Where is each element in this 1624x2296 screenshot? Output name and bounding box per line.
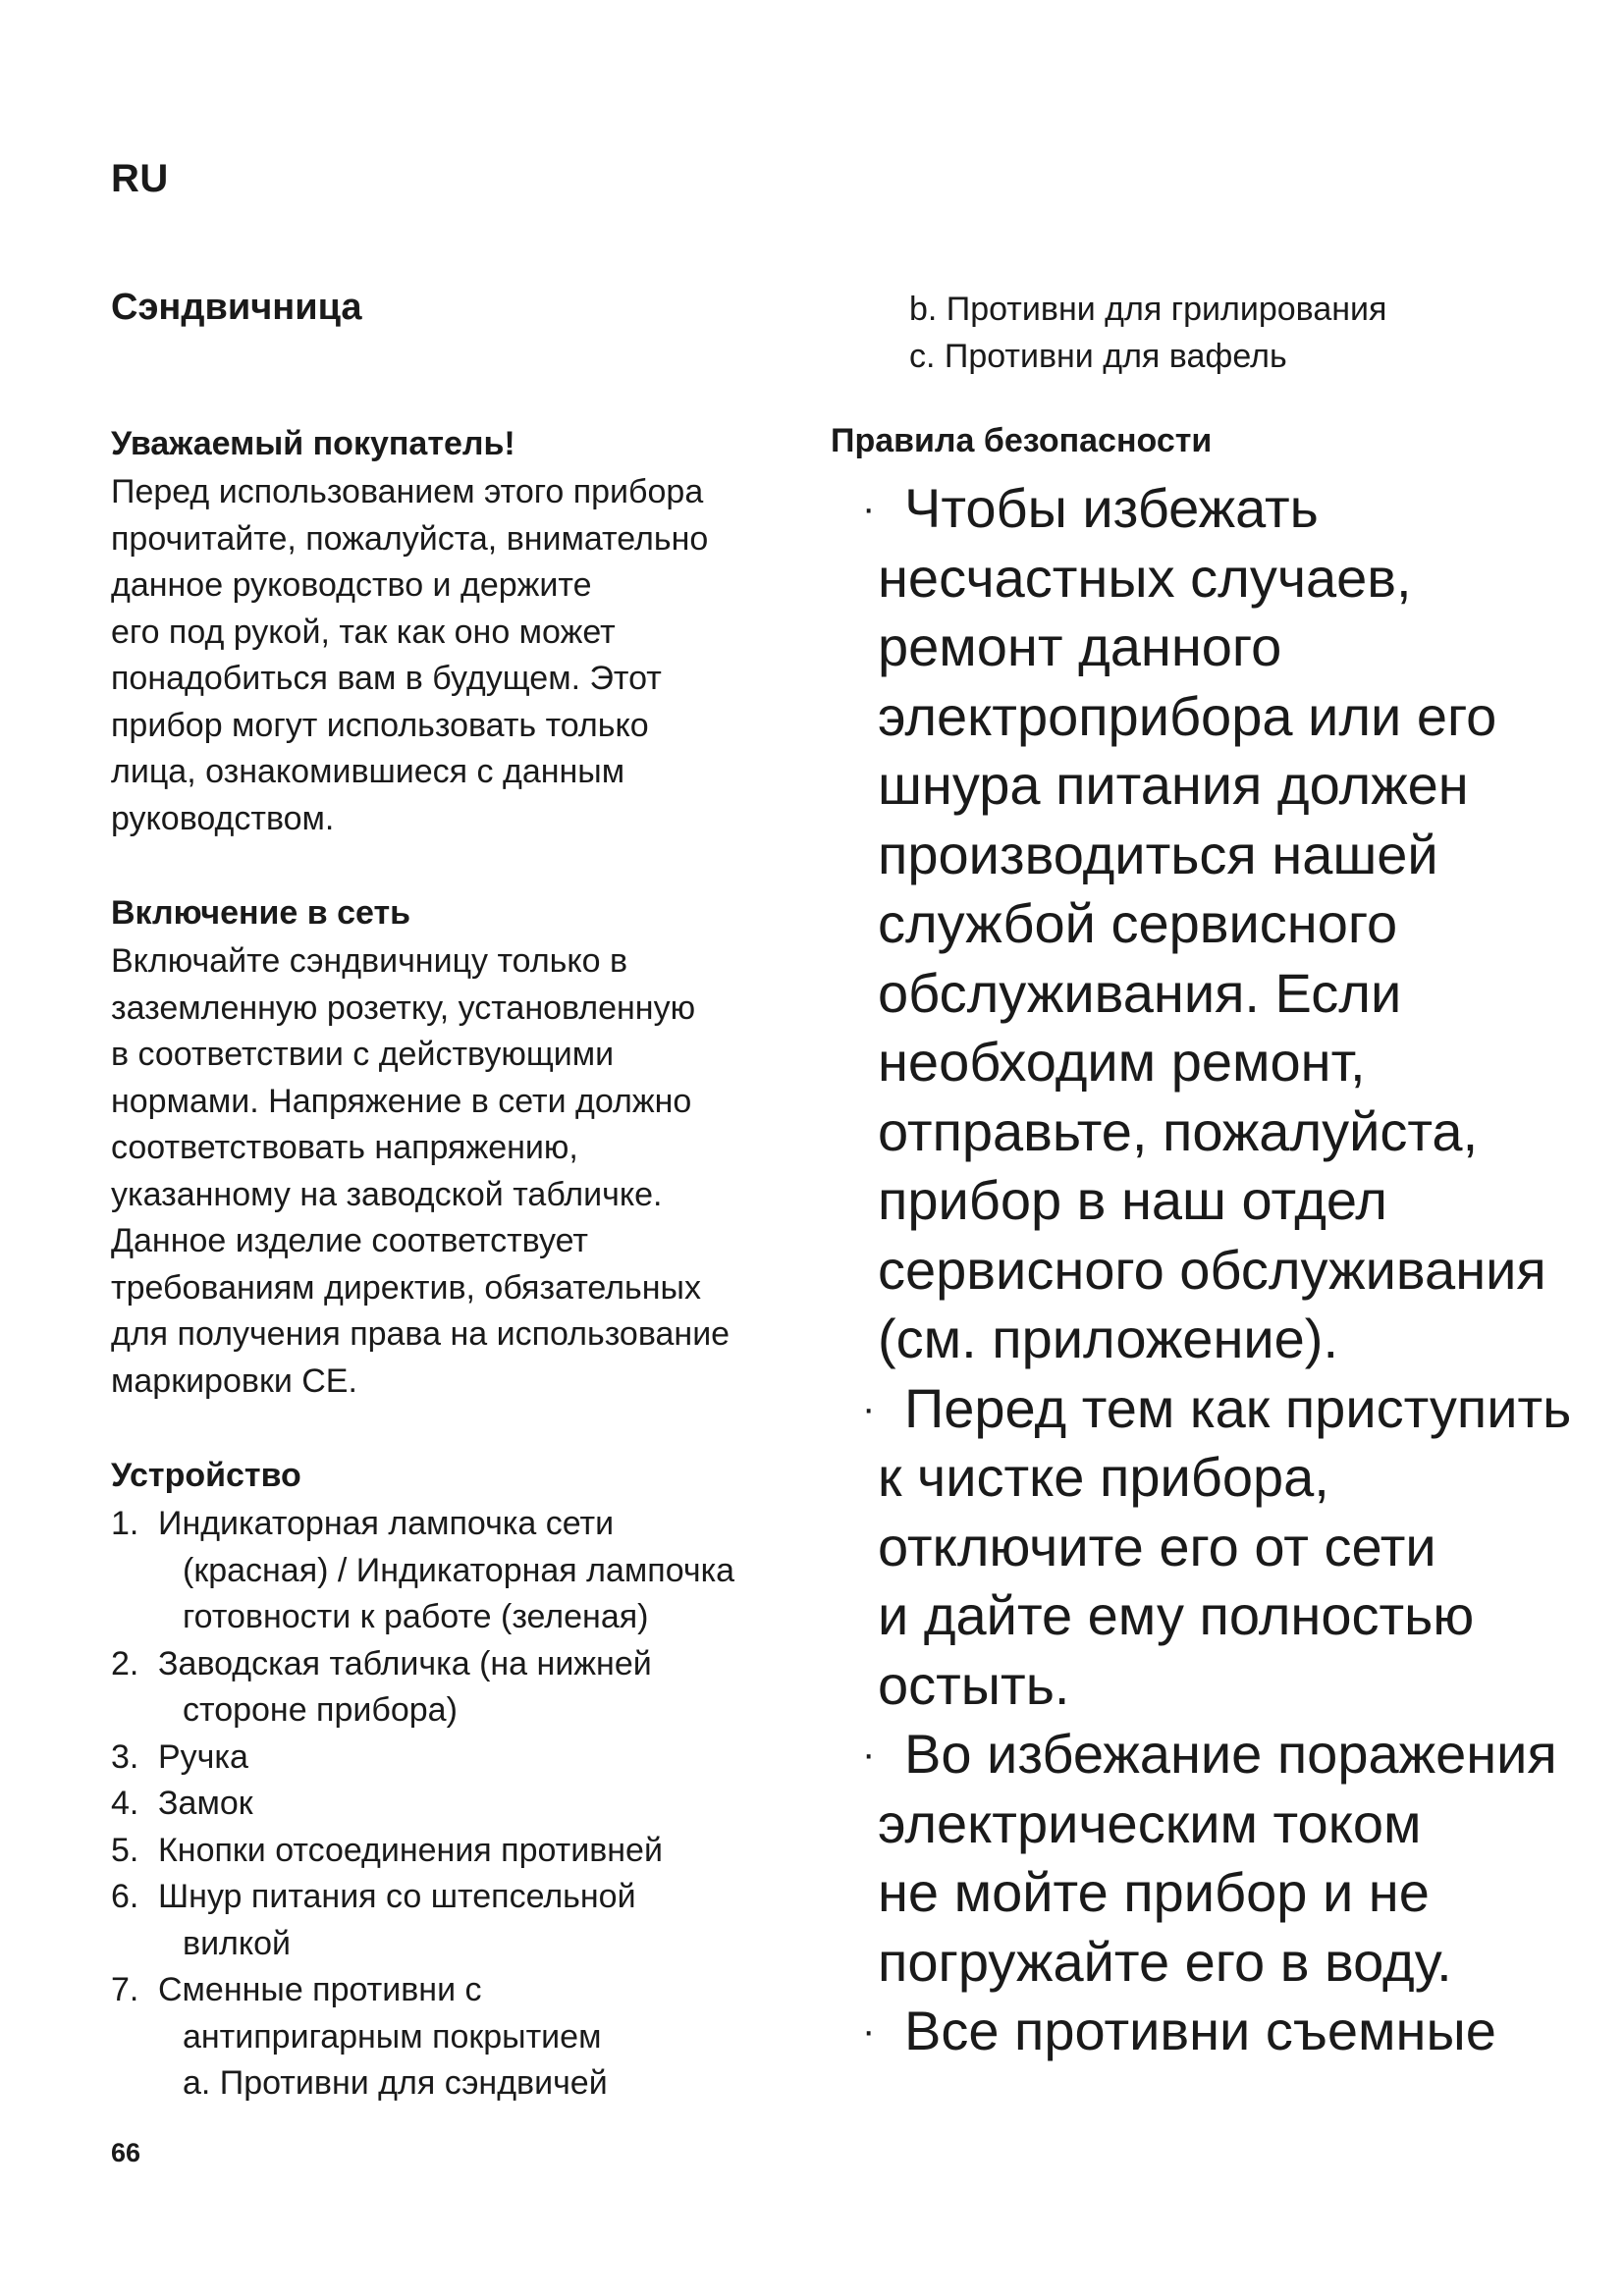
tray-sub-item: c. Противни для вафель — [909, 337, 1287, 375]
safety-item — [831, 474, 1546, 1374]
power-line: указанному на заводской табличке. — [111, 1175, 663, 1213]
safety-item-line: несчастных случаев, — [878, 546, 1412, 609]
page-number: 66 — [111, 2138, 141, 2167]
power-line: маркировки CE. — [111, 1362, 357, 1400]
safety-item-line: не мойте прибор и не — [878, 1861, 1430, 1923]
device-item-line: Ручка — [158, 1737, 248, 1776]
safety-item — [831, 1997, 1538, 2066]
safety-rules-list — [831, 474, 1572, 2066]
device-item-number: 1. — [111, 1505, 139, 1542]
safety-item-line: электроприбора или его — [878, 684, 1497, 747]
safety-item-line: погружайте его в воду. — [878, 1930, 1452, 1993]
power-line: требованиям директив, обязательных — [111, 1268, 701, 1307]
safety-item-line: ремонт данного — [878, 615, 1282, 677]
safety-item-line: службой сервисного — [878, 892, 1398, 954]
safety-item — [831, 1720, 1557, 1997]
power-line: в соответствии с действующими — [111, 1036, 615, 1073]
device-item-line: Кнопки отсоединения противней — [158, 1831, 663, 1869]
device-item-number: 4. — [111, 1785, 139, 1822]
safety-item-line: необходим ремонт, — [878, 1031, 1366, 1093]
safety-item-line: отправьте, пожалуйста, — [878, 1099, 1479, 1162]
device-item-line: Шнур питания со штепсельной — [158, 1878, 636, 1915]
greeting-line: данное руководство и держите — [111, 566, 592, 604]
greeting-line: понадобиться вам в будущем. Этот — [111, 660, 662, 697]
left-column — [111, 424, 779, 2108]
greeting-line: Перед использованием этого прибора — [111, 473, 704, 510]
safety-item-line: электрическим током — [878, 1791, 1422, 1854]
device-item — [111, 1828, 779, 1875]
safety-item-line: к чистке прибора, — [878, 1446, 1329, 1508]
power-line: Данное изделие соответствует — [111, 1222, 588, 1259]
safety-item-line: Чтобы избежать — [904, 477, 1319, 539]
device-item-number: 6. — [111, 1878, 139, 1915]
bullet-icon: · — [862, 1386, 876, 1430]
device-item-number: 5. — [111, 1831, 139, 1869]
device-item — [111, 1735, 779, 1782]
device-item-line: Сменные противни с — [158, 1971, 482, 2008]
safety-item-line: Перед тем как приступить — [904, 1376, 1572, 1439]
device-item-line: Заводская табличка (на нижней — [158, 1644, 652, 1682]
device-item — [111, 1874, 779, 1967]
safety-item-line: шнура питания должен — [878, 754, 1469, 816]
device-item — [111, 1781, 779, 1828]
safety-item-line: производиться нашей — [878, 823, 1438, 885]
safety-item-line: прибор в наш отдел — [878, 1169, 1387, 1231]
device-item-line: Индикаторная лампочка сети — [158, 1505, 615, 1542]
device-item-line: Замок — [158, 1785, 253, 1822]
page-title: Сэндвичница — [111, 287, 362, 328]
power-line: соответствовать напряжению, — [111, 1129, 578, 1166]
device-item — [111, 1967, 779, 2108]
device-item-line: стороне прибора) — [183, 1691, 458, 1729]
greeting-heading: Уважаемый покупатель! — [111, 425, 515, 462]
safety-item-line: обслуживания. Если — [878, 961, 1402, 1024]
language-code: RU — [111, 157, 169, 200]
power-line: нормами. Напряжение в сети должно — [111, 1082, 692, 1120]
device-parts-list — [111, 1501, 779, 2108]
greeting-line: лица, ознакомившиеся с данным — [111, 753, 625, 790]
device-item — [111, 1501, 779, 1641]
device-item-number: 3. — [111, 1737, 139, 1776]
device-item-number: 7. — [111, 1971, 139, 2008]
device-item-line: а. Противни для сэндвичей — [183, 2064, 608, 2102]
safety-item-line: и дайте ему полностью — [878, 1584, 1475, 1646]
bullet-icon: · — [862, 487, 876, 530]
greeting-line: его под рукой, так как оно может — [111, 613, 616, 651]
device-item-number: 2. — [111, 1644, 139, 1682]
power-line: для получения права на использование — [111, 1315, 731, 1353]
power-line: заземленную розетку, установленную — [111, 988, 696, 1027]
safety-item-line: Во избежание поражения — [904, 1723, 1557, 1785]
device-item-line: антипригарным покрытием — [183, 2017, 602, 2056]
greeting-line: руководством. — [111, 799, 335, 837]
power-line: Включайте сэндвичницу только в — [111, 942, 628, 980]
bullet-icon: · — [862, 1733, 876, 1776]
safety-item-line: отключите его от сети — [878, 1515, 1436, 1577]
greeting-line: прочитайте, пожалуйста, внимательно — [111, 519, 709, 558]
safety-item-line: остыть. — [878, 1653, 1070, 1716]
device-item — [111, 1641, 779, 1735]
safety-item-line: сервисного обслуживания — [878, 1238, 1546, 1301]
device-heading: Устройство — [111, 1457, 301, 1494]
safety-item — [831, 1374, 1572, 1721]
safety-item-line: Все противни съемные — [904, 2000, 1496, 2061]
device-item-line: (красная) / Индикаторная лампочка — [183, 1551, 735, 1589]
device-item-line: готовности к работе (зеленая) — [183, 1598, 649, 1635]
greeting-line: прибор могут использовать только — [111, 706, 649, 744]
power-paragraph — [111, 938, 779, 1405]
tray-sub-item: b. Противни для грилирования — [909, 291, 1387, 328]
safety-item-line: (см. приложение). — [878, 1308, 1338, 1369]
power-heading: Включение в сеть — [111, 894, 411, 932]
tray-sub-list — [831, 287, 1538, 380]
bullet-icon: · — [862, 2009, 876, 2053]
greeting-paragraph — [111, 469, 779, 842]
device-item-line: вилкой — [183, 1924, 292, 1962]
safety-heading: Правила безопасности — [831, 422, 1213, 459]
right-column — [831, 287, 1572, 2066]
